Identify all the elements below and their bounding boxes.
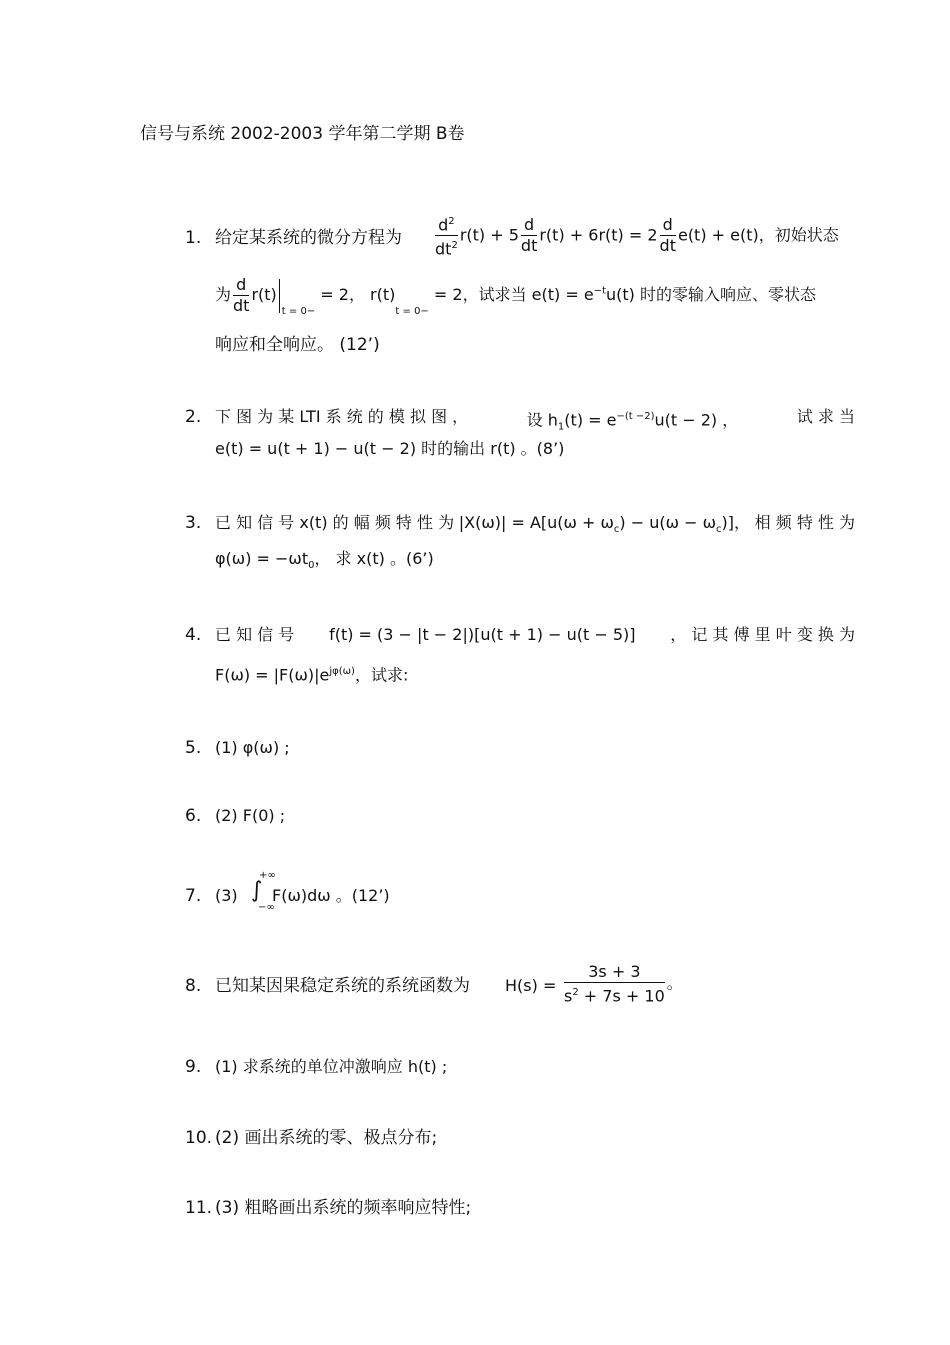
integral-upper-limit: +∞ (259, 870, 276, 881)
item-8-number: 8. (185, 976, 202, 996)
item-3-line-2: $\varphi(\omega) = -\omega t_0$， 求 x(t) 。(6’) (215, 549, 434, 572)
item-3-line-1: 已 知 信 号 x(t) 的 幅 频 特 性 为 $|X(\omega)| = A[u(\omega + \omega_c) - u(\omega - \omega_c)]$， 相 频 特 性 为 (215, 513, 855, 536)
item-6-text: (2) F(0) ; (215, 806, 286, 825)
item-3-number: 3. (185, 513, 202, 533)
item-9-number: 9. (185, 1057, 202, 1077)
item-7-post: F(ω)dω 。(12’) (272, 886, 390, 905)
item-5-text: (1) φ(ω) ; (215, 738, 290, 757)
item-1-number: 1. (185, 228, 202, 248)
item-1-intro: 给定某系统的微分方程为 (215, 228, 402, 248)
item-11-number: 11. (185, 1198, 213, 1218)
item-1-line-3: 响应和全响应。 (12’) (215, 335, 380, 355)
item-9-text: (1) 求系统的单位冲激响应 h(t) ; (215, 1057, 448, 1076)
item-2-line-1: 下 图 为 某 LTI 系 统 的 模 拟 图 ， 设 $h_1(t) = e^{-(t -2)}u(t - 2)$ ， 试 求 当 (215, 407, 855, 433)
item-4-line-1: 已 知 信 号 f(t) = (3 − |t − 2|)[u(t + 1) − u(t − 5)] ， 记 其 傅 里 叶 变 换 为 (215, 625, 855, 644)
item-1-equation: $\frac{d^2}{dt^2}$ r(t) + 5 $\frac{d}{dt}$ r(t) + 6r(t) = 2 $\frac{d}{dt}$ e(t) + e(t)，初始状态 (433, 212, 839, 260)
integral-sign: ∫ (251, 878, 263, 903)
item-8-intro: 已知某因果稳定系统的系统函数为 (215, 976, 470, 996)
integral-lower-limit: −∞ (258, 902, 275, 913)
item-7-pre: (3) (215, 886, 238, 905)
item-7-number: 7. (185, 886, 202, 906)
item-2-line-2: e(t) = u(t + 1) − u(t − 2) 时的输出 r(t) 。(8’) (215, 439, 565, 458)
item-8-hs: H(s) = (505, 976, 557, 995)
item-2-number: 2. (185, 407, 202, 427)
item-1-initial-conditions: 为 $\frac{d}{dt}$ $r(t)_{t = 0-} = 2$， $r(t)_{t = 0-} = 2$，试求当 $e(t) = e^{-t}u(t)$ 时的零输入响应、零状态 (215, 275, 817, 317)
item-6-number: 6. (185, 806, 202, 826)
transfer-function-fraction: $\frac{3s + 3}{s^2 + 7s + 10}$ 。 (564, 962, 683, 1006)
item-4-number: 4. (185, 625, 202, 645)
item-10-text: (2) 画出系统的零、极点分布; (215, 1128, 438, 1148)
document-title: 信号与系统 2002-2003 学年第二学期 B卷 (140, 124, 465, 144)
item-5-number: 5. (185, 738, 202, 758)
item-4-line-2: $F(\omega) = |F(\omega)|e^{j\varphi(\omega)}$，试求: (215, 665, 409, 685)
item-10-number: 10. (185, 1128, 213, 1148)
item-11-text: (3) 粗略画出系统的频率响应特性; (215, 1198, 472, 1218)
